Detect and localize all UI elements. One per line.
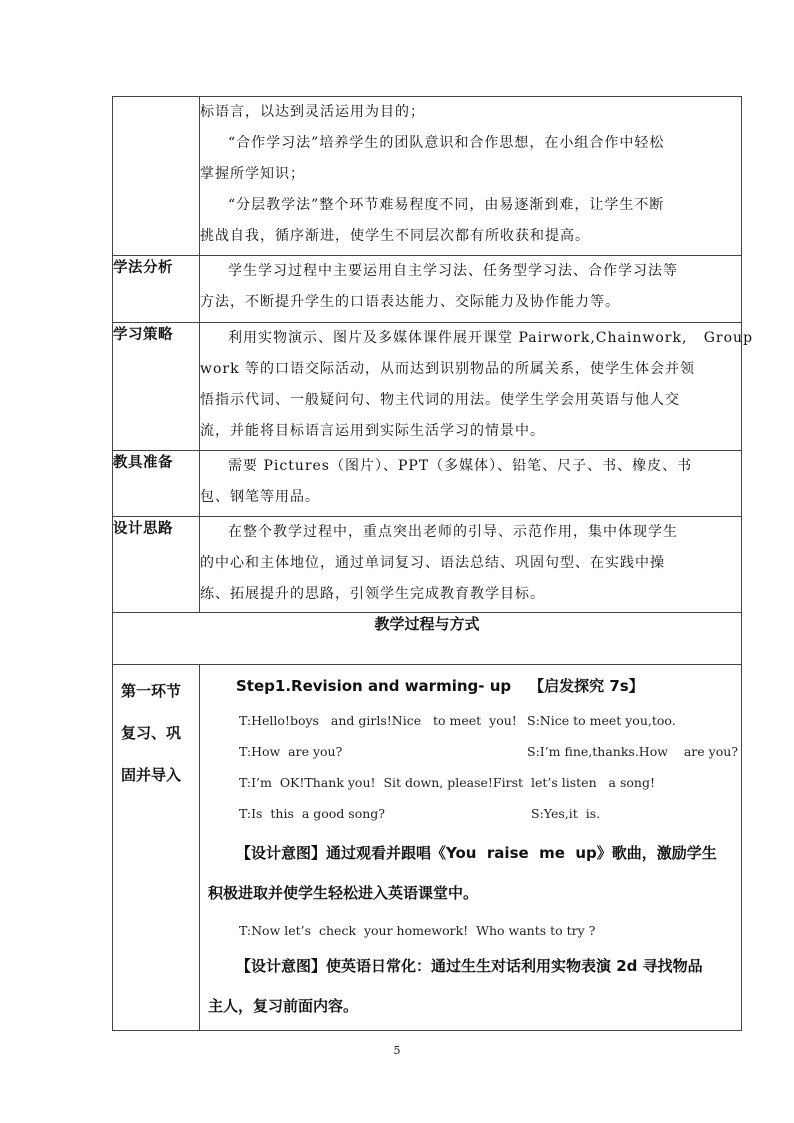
row-teaching-aids (113, 451, 742, 517)
step-label (113, 665, 199, 796)
dialog-line (239, 705, 733, 736)
text-line: 悟指示代词、一般疑问句、物主代词的用法。使学生学会用英语与他人交 (200, 392, 680, 408)
text-line: 利用实物演示、图片及多媒体课件展开课堂 Pairwork,Chainwork, Group (228, 330, 754, 346)
text-line: 方法，不断提升学生的口语表达能力、交际能力及协作能力等。 (200, 294, 620, 310)
dialog-line (239, 767, 733, 798)
step-tag: 【启发探究 7s】 (529, 677, 644, 695)
text-line: 掌握所学知识； (200, 166, 305, 182)
text-line: 标语言，以达到灵活运用为目的； (200, 104, 425, 120)
text-line: work 等的口语交际活动，从而达到识别物品的所属关系，使学生体会并领 (200, 361, 696, 377)
step-content (200, 665, 742, 1031)
text-line: “合作学习法”培养学生的团队意识和合作思想，在小组合作中轻松 (228, 135, 665, 151)
row-label: 教具准备 (113, 451, 200, 517)
row-learning-analysis (113, 256, 742, 323)
dialog-line (239, 798, 733, 829)
row-label: 学法分析 (113, 256, 200, 323)
continuation-content (200, 97, 742, 256)
teacher-line: T:Is this a good song? (239, 806, 385, 821)
design-intent-line: 【设计意图】通过观看并跟唱《You raise me up》歌曲，激励学生 (236, 844, 717, 862)
teacher-line: T:Hello!boys and girls!Nice to meet you! (239, 713, 517, 728)
row-content (200, 451, 742, 517)
design-intent-line: 积极进取并使学生轻松进入英语课堂中。 (208, 884, 479, 902)
text-line: 需要 Pictures（图片）、PPT（多媒体）、铅笔、尺子、书、橡皮、书 (228, 458, 693, 474)
row-label: 设计思路 (113, 517, 200, 613)
step-label-line: 固并导入 (121, 766, 182, 784)
row-learning-strategy (113, 323, 742, 451)
row-design-idea (113, 517, 742, 613)
teacher-line: T:How are you? (239, 744, 343, 759)
row-content (200, 256, 742, 323)
step-label-line: 第一环节 (121, 682, 182, 700)
text-line: 包、钢笔等用品。 (200, 489, 320, 505)
text-line: 的中心和主体地位，通过单词复习、语法总结、巩固句型、在实践中操 (200, 555, 665, 571)
row-label: 学习策略 (113, 323, 200, 451)
step-title: Step1.Revision and warming- up (236, 677, 512, 695)
design-intent-line: 【设计意图】使英语日常化：通过生生对话利用实物表演 2d 寻找物品 (236, 957, 703, 975)
row-content (200, 517, 742, 613)
student-line: S:Yes,it is. (531, 806, 601, 821)
step-heading (236, 675, 733, 697)
homework-line: T:Now let’s check your homework! Who wants to try ? (239, 923, 596, 938)
student-line: S:Nice to meet you,too. (527, 713, 676, 728)
step-label-cell (113, 665, 200, 1031)
teacher-line: T:I’m OK!Thank you! Sit down, please!First let’s listen a song! (239, 775, 655, 790)
empty-label-cell (113, 97, 200, 256)
text-line: 练、拓展提升的思路，引领学生完成教育教学目标。 (200, 586, 545, 602)
design-intent-line: 主人，复习前面内容。 (208, 997, 359, 1015)
page-number: 5 (393, 1044, 401, 1057)
text-line: “分层教学法”整个环节难易程度不同，由易逐渐到难，让学生不断 (228, 197, 665, 213)
row-content (200, 323, 754, 451)
text-line: 挑战自我，循序渐进，使学生不同层次都有所收获和提高。 (200, 228, 590, 244)
text-line: 在整个教学过程中，重点突出老师的引导、示范作用，集中体现学生 (228, 524, 678, 540)
dialog-line (239, 736, 738, 767)
lesson-plan-table (112, 96, 754, 1031)
student-line: S:I’m fine,thanks.How are you? (527, 744, 738, 759)
row-step-1 (113, 665, 742, 1031)
text-line: 流，并能将目标语言运用到实际生活学习的情景中。 (200, 423, 545, 439)
row-process-header (113, 613, 742, 665)
text-line: 学生学习过程中主要运用自主学习法、任务型学习法、合作学习法等 (228, 263, 678, 279)
row-continuation (113, 97, 742, 256)
section-title: 教学过程与方式 (113, 613, 742, 665)
step-label-line: 复习、巩 (121, 724, 182, 742)
